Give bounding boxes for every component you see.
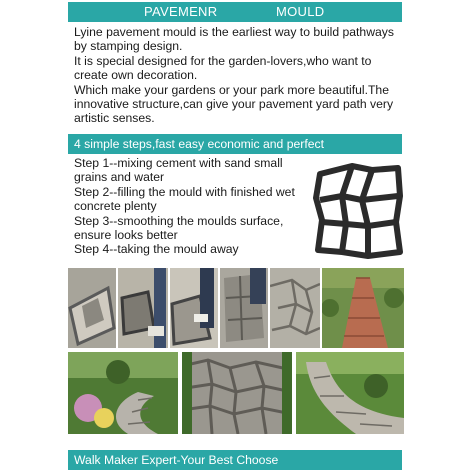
intro-paragraph-1: Lyine pavement mould is the earliest way to build pathways by stamping design. <box>74 25 394 54</box>
photo-garden-path-2 <box>182 352 292 434</box>
steps-banner-text: 4 simple steps,fast easy economic and perfect <box>74 137 324 151</box>
steps-list <box>74 156 314 257</box>
title-left: PAVEMENR <box>144 4 218 19</box>
photo-step-mixing <box>68 268 116 348</box>
title-banner <box>68 2 402 22</box>
photo-garden-path-3 <box>296 352 404 434</box>
intro-paragraph-3: Which make your gardens or your park more beautiful.The innovative structure,can give your pavement yard path very artistic senses. <box>74 82 394 126</box>
photo-step-removing <box>220 268 268 348</box>
photo-finished-stones <box>270 268 320 348</box>
title-right: MOULD <box>276 4 325 19</box>
intro-text <box>74 25 404 126</box>
step-3: Step 3--smoothing the moulds surface, ensure looks better <box>74 213 284 243</box>
steps-banner <box>68 134 402 154</box>
photo-brick-path <box>322 268 404 348</box>
intro-paragraph-2: It is special designed for the garden-lovers,who want to create own decoration. <box>74 53 372 83</box>
photo-step-filling <box>118 268 168 348</box>
step-1: Step 1--mixing cement with sand small grains and water <box>74 156 283 185</box>
mould-product-image <box>312 160 404 260</box>
footer-text: Walk Maker Expert-Your Best Choose <box>74 453 279 467</box>
footer-banner <box>68 450 402 470</box>
photo-garden-path-1 <box>68 352 178 434</box>
step-4: Step 4--taking the mould away <box>74 242 239 257</box>
photo-step-smoothing <box>170 268 218 348</box>
step-2: Step 2--filling the mould with finished wet concrete plenty <box>74 184 295 214</box>
